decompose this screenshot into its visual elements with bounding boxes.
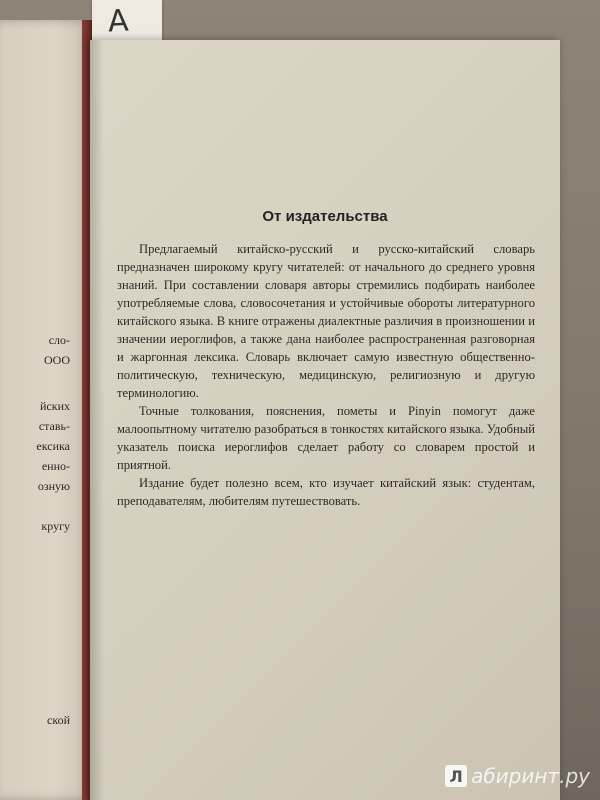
back-text-line-5: ставь- [38, 419, 70, 433]
page-title: От издательства [262, 208, 388, 225]
back-text-line-6: ексика [36, 439, 70, 453]
sticky-note-letter: A [107, 3, 130, 40]
watermark-text: абиринт.ру [471, 764, 590, 788]
page-spine-shadow [90, 40, 104, 800]
background-book [0, 20, 92, 800]
back-text-line-10: кругу [41, 519, 70, 533]
back-text-line-7: енно- [41, 459, 70, 473]
back-text-line-4: йских [40, 399, 70, 413]
back-text-line-1: сло- [48, 333, 70, 347]
labirint-watermark [445, 764, 590, 788]
back-text-line-8: озную [37, 479, 70, 493]
back-text-bottom: ской [47, 713, 70, 727]
paragraph-2: Точные толкования, пояснения, пометы и Pinyin помогут даже малоопытному читателю разобраться в тонкостях китайского языка. Удобный указатель поиска иероглифов сделает работу со словарем простой и приятной. [117, 404, 535, 472]
page-body [117, 240, 535, 510]
paragraph-1: Предлагаемый китайско-русский и русско-китайский словарь предназначен широкому кругу читателей: от начального до среднего уровня знаний. При составлении словаря авторы стремились подбирать наиболее употребляемые слова, словосочетания и устойчивые обороты литературного китайского языка. В книге отражены диалектные различия в произношении и значении иероглифов, а также дана наиболее распространенная разговорная и жаргонная лексика. Словарь включает самую известную общественно-политическую, техническую, медицинскую, религиозную и другую терминологию. [117, 242, 535, 400]
back-text-line-2: ООО [44, 353, 70, 367]
paragraph-3: Издание будет полезно всем, кто изучает китайский язык: студентам, преподавателям, любителям путешествовать. [117, 476, 535, 508]
labirint-logo-icon: Л [445, 765, 467, 787]
book-page [90, 40, 560, 800]
